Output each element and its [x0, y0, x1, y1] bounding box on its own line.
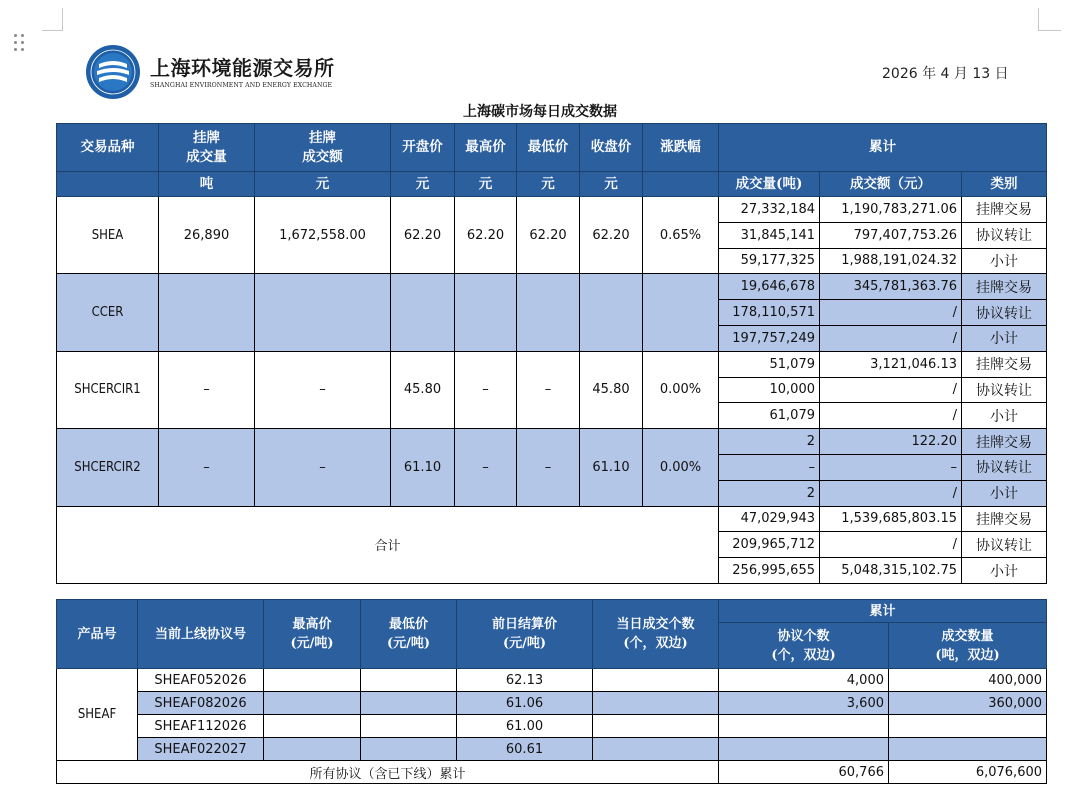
total-type: 小计	[962, 558, 1047, 584]
listed-volume: –	[159, 429, 255, 506]
col-header-high: 最高价 (元/吨)	[264, 600, 361, 669]
daily-trading-table	[56, 123, 1047, 584]
table-row	[57, 197, 1047, 223]
drag-handle-icon[interactable]	[14, 34, 26, 52]
total-type: 协议转让	[962, 532, 1047, 558]
total-label: 合计	[57, 506, 719, 583]
col-header-cum-volume: 成交数量 (吨，双边)	[889, 623, 1047, 669]
close-price: 45.80	[580, 351, 643, 428]
unit-listed-amount: 元	[255, 172, 391, 197]
cum-volume: –	[719, 454, 820, 480]
open-price: 61.10	[391, 429, 455, 506]
cum-amount: /	[820, 403, 962, 429]
day-count	[593, 715, 719, 738]
close-price: 62.20	[580, 197, 643, 274]
col-header-day-count: 当日成交个数 (个，双边)	[593, 600, 719, 669]
col-header-cumulative: 累计	[719, 600, 1047, 623]
all-total-volume: 6,076,600	[889, 761, 1047, 784]
forward-contract-table	[56, 599, 1047, 784]
listed-amount: –	[255, 351, 391, 428]
low-price: –	[517, 429, 580, 506]
high-price	[264, 715, 361, 738]
total-type: 挂牌交易	[962, 506, 1047, 532]
unit-listed-volume: 吨	[159, 172, 255, 197]
cum-volume: 178,110,571	[719, 300, 820, 326]
table-row	[57, 274, 1047, 300]
cum-amount: 3,121,046.13	[820, 351, 962, 377]
cum-volume: 19,646,678	[719, 274, 820, 300]
high-price	[264, 669, 361, 692]
cum-type: 挂牌交易	[962, 351, 1047, 377]
price-change: 0.00%	[643, 429, 719, 506]
total-amount: /	[820, 532, 962, 558]
cum-volume: 10,000	[719, 377, 820, 403]
total-volume: 47,029,943	[719, 506, 820, 532]
total-volume: 209,965,712	[719, 532, 820, 558]
unit-low: 元	[517, 172, 580, 197]
col-header-product-code: 产品号	[57, 600, 138, 669]
settle-price: 61.06	[457, 692, 593, 715]
cum-amount: 345,781,363.76	[820, 274, 962, 300]
cum-volume: 2	[719, 480, 820, 506]
close-price: 61.10	[580, 429, 643, 506]
total-amount: 1,539,685,803.15	[820, 506, 962, 532]
cum-volume: 27,332,184	[719, 197, 820, 223]
unit-cell-empty	[57, 172, 159, 197]
page-corner-mark-left	[42, 8, 63, 31]
low-price: 62.20	[517, 197, 580, 274]
price-change: 0.65%	[643, 197, 719, 274]
col-header-cum-count: 协议个数 (个，双边)	[719, 623, 889, 669]
cum-volume	[889, 715, 1047, 738]
product-name: SHCERCIR2	[57, 429, 159, 506]
product-name: CCER	[57, 274, 159, 351]
cum-count: 3,600	[719, 692, 889, 715]
cum-count	[719, 738, 889, 761]
cum-volume: 59,177,325	[719, 248, 820, 274]
cum-volume: 61,079	[719, 403, 820, 429]
unit-cum-volume: 成交量(吨)	[719, 172, 820, 197]
open-price: 62.20	[391, 197, 455, 274]
cum-amount: 1,988,191,024.32	[820, 248, 962, 274]
col-header-listed-amount: 挂牌 成交额	[255, 124, 391, 172]
open-price: 45.80	[391, 351, 455, 428]
exchange-logo	[85, 44, 141, 100]
col-header-high: 最高价	[455, 124, 517, 172]
cum-volume: 31,845,141	[719, 222, 820, 248]
contract-id: SHEAF082026	[138, 692, 264, 715]
col-header-change: 涨跌幅	[643, 124, 719, 172]
contract-id: SHEAF022027	[138, 738, 264, 761]
table-row	[57, 692, 1047, 715]
cum-type: 小计	[962, 325, 1047, 351]
table-row	[57, 429, 1047, 455]
low-price: –	[517, 351, 580, 428]
cum-count: 4,000	[719, 669, 889, 692]
col-header-product: 交易品种	[57, 124, 159, 172]
table-row	[57, 761, 1047, 784]
total-amount: 5,048,315,102.75	[820, 558, 962, 584]
cum-type: 小计	[962, 480, 1047, 506]
unit-high: 元	[455, 172, 517, 197]
high-price: –	[455, 429, 517, 506]
report-date: 2026 年 4 月 13 日	[882, 66, 1009, 82]
cum-type: 挂牌交易	[962, 197, 1047, 223]
col-header-low: 最低价 (元/吨)	[361, 600, 457, 669]
cum-amount: /	[820, 300, 962, 326]
settle-price: 62.13	[457, 669, 593, 692]
cum-amount: –	[820, 454, 962, 480]
unit-open: 元	[391, 172, 455, 197]
cum-type: 挂牌交易	[962, 429, 1047, 455]
low-price	[361, 669, 457, 692]
listed-amount: –	[255, 429, 391, 506]
table-row	[57, 738, 1047, 761]
cum-type: 小计	[962, 403, 1047, 429]
all-contracts-total-label: 所有协议（含已下线）累计	[57, 761, 719, 784]
cum-amount: /	[820, 377, 962, 403]
cum-volume: 197,757,249	[719, 325, 820, 351]
listed-volume: –	[159, 351, 255, 428]
cum-type: 协议转让	[962, 377, 1047, 403]
settle-price: 61.00	[457, 715, 593, 738]
col-header-cumulative: 累计	[719, 124, 1047, 172]
page-corner-mark-right	[1038, 8, 1061, 31]
unit-cum-type: 类别	[962, 172, 1047, 197]
cum-amount: /	[820, 480, 962, 506]
cum-type: 协议转让	[962, 454, 1047, 480]
listed-volume	[159, 274, 255, 351]
high-price	[455, 274, 517, 351]
product-code: SHEAF	[57, 669, 138, 761]
day-count	[593, 692, 719, 715]
high-price: –	[455, 351, 517, 428]
cum-count	[719, 715, 889, 738]
unit-change-empty	[643, 172, 719, 197]
all-total-count: 60,766	[719, 761, 889, 784]
table-row	[57, 506, 1047, 532]
listed-amount	[255, 274, 391, 351]
cum-type: 挂牌交易	[962, 274, 1047, 300]
table-row	[57, 715, 1047, 738]
listed-amount: 1,672,558.00	[255, 197, 391, 274]
cum-amount: 1,190,783,271.06	[820, 197, 962, 223]
col-header-contract: 当前上线协议号	[138, 600, 264, 669]
open-price	[391, 274, 455, 351]
unit-cum-amount: 成交额（元）	[820, 172, 962, 197]
cum-volume: 51,079	[719, 351, 820, 377]
table-title: 上海碳市场每日成交数据	[463, 104, 617, 120]
unit-close: 元	[580, 172, 643, 197]
contract-id: SHEAF052026	[138, 669, 264, 692]
cum-type: 协议转让	[962, 222, 1047, 248]
product-name: SHEA	[57, 197, 159, 274]
price-change	[643, 274, 719, 351]
col-header-listed-volume: 挂牌 成交量	[159, 124, 255, 172]
cum-volume	[889, 738, 1047, 761]
high-price	[264, 692, 361, 715]
col-header-close: 收盘价	[580, 124, 643, 172]
cum-amount: 122.20	[820, 429, 962, 455]
col-header-open: 开盘价	[391, 124, 455, 172]
settle-price: 60.61	[457, 738, 593, 761]
close-price	[580, 274, 643, 351]
org-name-en: SHANGHAI ENVIRONMENT AND ENERGY EXCHANGE	[150, 82, 333, 89]
low-price	[361, 692, 457, 715]
contract-id: SHEAF112026	[138, 715, 264, 738]
cum-volume: 360,000	[889, 692, 1047, 715]
listed-volume: 26,890	[159, 197, 255, 274]
total-volume: 256,995,655	[719, 558, 820, 584]
product-name: SHCERCIR1	[57, 351, 159, 428]
high-price: 62.20	[455, 197, 517, 274]
col-header-settle: 前日结算价 (元/吨)	[457, 600, 593, 669]
day-count	[593, 669, 719, 692]
table-row	[57, 669, 1047, 692]
cum-volume: 2	[719, 429, 820, 455]
col-header-low: 最低价	[517, 124, 580, 172]
cum-amount: 797,407,753.26	[820, 222, 962, 248]
cum-type: 协议转让	[962, 300, 1047, 326]
low-price	[361, 715, 457, 738]
low-price	[517, 274, 580, 351]
cum-amount: /	[820, 325, 962, 351]
price-change: 0.00%	[643, 351, 719, 428]
cum-type: 小计	[962, 248, 1047, 274]
low-price	[361, 738, 457, 761]
org-name-cn: 上海环境能源交易所	[150, 56, 335, 80]
day-count	[593, 738, 719, 761]
high-price	[264, 738, 361, 761]
table-row	[57, 351, 1047, 377]
cum-volume: 400,000	[889, 669, 1047, 692]
